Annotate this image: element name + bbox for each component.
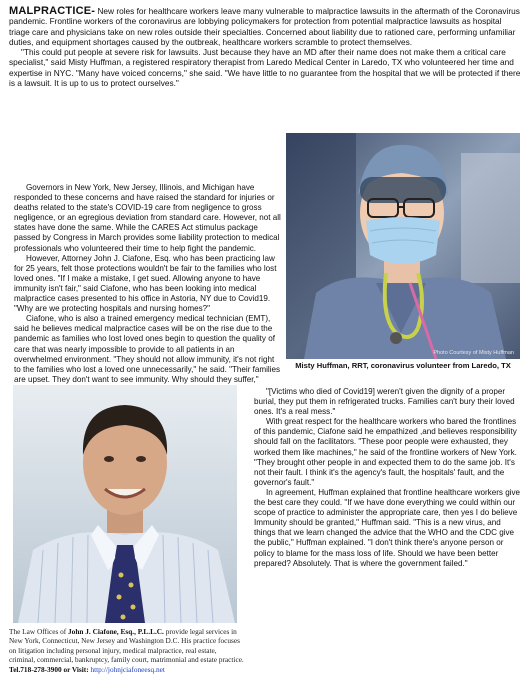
- right-paragraph-2: With great respect for the healthcare workers who bared the frontlines of this pandemic, Ciafone said he empathized ,and believes responsibility should fall on the facilitators. "These poor people were exhausted, they worked them like machines," he said of the frontline workers of New York. "They brought other people in and expected them to do the same job. It's not their fault. I think it's the agency's fault, the hospitals' fault, and the governor's fault.": [254, 417, 517, 487]
- headline: MALPRACTICE-: [9, 5, 96, 17]
- right-column: [254, 387, 521, 569]
- john-ciafone-portrait-graphic: [13, 385, 237, 623]
- right-paragraph-1: "[Victims who died of Covid19] weren't given the dignity of a proper burial, they put them in refrigerated trucks. Families can't bury their loved ones. It's a real mess.": [254, 387, 515, 417]
- left-column: [14, 183, 282, 395]
- left-paragraph-3: Ciafone, who is also a trained emergency medical technician (EMT), said he believes medical malpractice cases will be on the rise due to the pandemic as families who lost loved ones begin to question the quality of care that was nearly impossible to provide to all patients in an overwhelmed environment. "They should not allow immunity, it's not right to the families who lost a loved one unnecessarily," he said. "Their families are upset. They don't want to see immunity. Why should they suffer,": [14, 314, 281, 384]
- photo-caption: Misty Huffman, RRT, coronavirus volunteer from Laredo, TX: [295, 361, 511, 370]
- ad-website-link[interactable]: http://johnjciafoneesq.net: [90, 664, 165, 674]
- photo-john-ciafone: [13, 385, 237, 623]
- lead-text: New roles for healthcare workers leave many vulnerable to malpractice lawsuits in the aftermath of the Coronavirus pandemic. Frontline workers of the coronavirus are lobbying policymakers for protection from potential malpractice lawsuits as hospital triage care and physicians take on new roles outside their specialties. Concerned about liability due to rationed care, performing unfamiliar duties, and equipment shortages caused by the outbreak, healthcare workers scramble to protect themselves.: [9, 6, 520, 47]
- photo-credit: Photo Courtesy of Misty Huffman: [433, 350, 514, 356]
- left-paragraph-1: Governors in New York, New Jersey, Illinois, and Michigan have responded to these concerns and have raised the standard for injuries or deaths related to the state's COVID-19 care from negligence to gross negligence, or an egregious deviation from standard care. However, not all states have done the same. While the CARES Act stimulus package passed by Congress in March provides some liability protection to medical professionals who volunteered their time to help fight the pandemic.: [14, 183, 281, 253]
- ad-prefix: The Law Offices of: [9, 627, 69, 636]
- right-paragraph-3: In agreement, Huffman explained that frontline healthcare workers give the best care they could. "If we have done everything we could within our scope of practice to administer the appropriate care, then yes I do believe Immunity should be granted," Huffman said. "This is a new virus, and things that we learn changed the advice that the WHO and the CDC give the public," Huffman explained. "I don't think there's anyone person or policy to blame for the mass loss of life. Should we have been better prepared? Absolutely. That is where the government failed.": [254, 487, 521, 568]
- law-office-ad: [9, 627, 244, 674]
- misty-huffman-portrait-graphic: [286, 133, 520, 359]
- huffman-quote-paragraph: "This could put people at severe risk for lawsuits. Just because they have an MD after their name does not make them a critical care specialist," said Misty Huffman, a registered respiratory therapist from Laredo Medical Center in Laredo, TX who volunteered her time and expertise in NYC. "Many have voiced concerns," she said. "We have little to no guarantee from the hospital that we will be protected if there is a lawsuit. It is up to us to protect ourselves.": [9, 47, 521, 89]
- article-intro: [9, 6, 523, 88]
- ad-body: provide legal services in New York, Connecticut, New Jersey and Washington D.C. His practice focuses on litigation including personal injury, medical malpractice, real estate, criminal, commercial, bankruptcy, family court, matrimonial and estate practice.: [9, 627, 244, 665]
- left-paragraph-2: However, Attorney John J. Ciafone, Esq. who has been practicing law for 25 years, felt those protections wouldn't be fair to the families who lost loved ones. "If I make a mistake, I get sued. Allowing anyone to have immunity isn't fair," said Ciafone, who has been looking into medical malpractice cases presented to his office in Astoria, NY due to Covid19. "Why are we protecting hospitals and nursing homes?": [14, 253, 277, 314]
- ad-contact: Tel.718-278-3900 or Visit:: [9, 664, 91, 674]
- photo-misty-huffman: [286, 133, 520, 359]
- lead-paragraph: [9, 6, 523, 47]
- ad-firm-name: John J. Ciafone, Esq., P.L.L.C.: [68, 627, 164, 636]
